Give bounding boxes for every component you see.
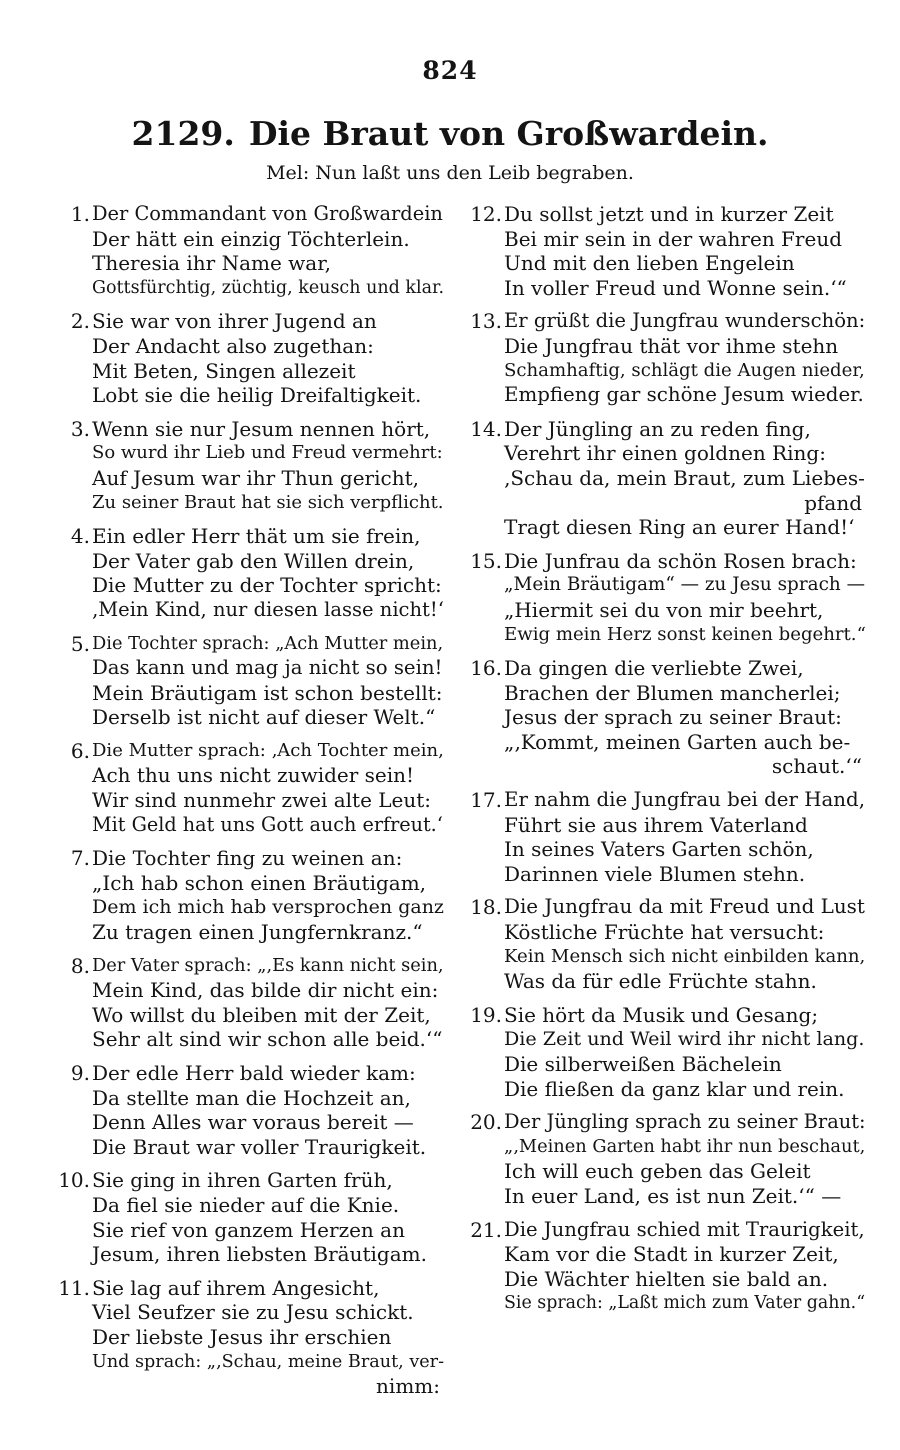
verse-line: Sie ging in ihren Garten früh, [92, 1168, 393, 1193]
stanza-20 [456, 1110, 866, 1208]
verse-line: In seines Vaters Garten schön, [504, 837, 814, 862]
verse-line: Sie lag auf ihrem Angesicht, [92, 1275, 380, 1300]
verse-line: Brachen der Blumen mancherlei; [504, 680, 841, 705]
stanza-4 [44, 524, 444, 622]
verse-line: Der hätt ein einzig Töchterlein. [92, 226, 410, 251]
stanza-number: 5. [70, 631, 90, 656]
verse-line: Auf Jesum war ihr Thun gericht, [92, 465, 419, 490]
stanza-5 [44, 632, 444, 730]
verse-line: In euer Land, es ist nun Zeit.‘“ — [504, 1183, 842, 1208]
verse-line: Sehr alt sind wir schon alle beid.‘“ [92, 1027, 443, 1052]
verse-line: Die Mutter sprach: ‚Ach Tochter mein, [92, 739, 444, 761]
verse-line: Theresia ihr Name war, [92, 251, 331, 276]
verse-line: Du sollst jetzt und in kurzer Zeit [504, 202, 834, 226]
verse-line: „Hiermit sei du von mir beehrt, [504, 597, 824, 622]
verse-line: Die Braut war voller Traurigkeit. [92, 1134, 427, 1159]
stanza-19 [456, 1003, 866, 1101]
verse-line: Tragt diesen Ring an eurer Hand!‘ [504, 515, 855, 540]
stanza-number: 10. [58, 1168, 90, 1193]
stanza-1 [44, 202, 444, 300]
verse-line: Führt sie aus ihrem Vaterland [504, 812, 808, 837]
verse-line: „Ich hab schon einen Bräutigam, [92, 870, 427, 895]
verse-line: Mit Beten, Singen allezeit [92, 358, 356, 383]
stanza-2 [44, 309, 444, 407]
verse-line: Der Jüngling an zu reden fing, [504, 416, 811, 441]
verse-line: Gottsfürchtig, züchtig, keusch und klar. [92, 277, 445, 298]
verse-line: Die fließen da ganz klar und rein. [504, 1076, 845, 1101]
stanza-number: 6. [70, 738, 90, 763]
verse-line: Ich will euch geben das Geleit [504, 1159, 811, 1184]
verse-line: Und mit den lieben Engelein [504, 251, 795, 276]
melody-note: Mel: Nun laßt uns den Leib begraben. [266, 162, 634, 184]
verse-line: Der Vater gab den Willen drein, [92, 548, 415, 573]
verse-line: Da fiel sie nieder auf die Knie. [92, 1192, 400, 1217]
stanza-number: 12. [470, 202, 502, 226]
stanza-9 [44, 1061, 444, 1159]
verse-line: Kam vor die Stadt in kurzer Zeit, [504, 1242, 839, 1267]
verse-line: Ewig mein Herz sonst keinen begehrt.“ [504, 623, 866, 645]
verse-line: Der Jüngling sprach zu seiner Braut: [504, 1110, 866, 1134]
stanza-number: 21. [470, 1217, 502, 1242]
stanza-number: 1. [70, 202, 90, 226]
verse-line: Der Andacht also zugethan: [92, 333, 374, 358]
page-number: 824 [422, 56, 478, 85]
verse-line: Darinnen viele Blumen stehn. [504, 861, 806, 886]
stanza-12 [456, 202, 866, 300]
stanza-number: 18. [470, 895, 502, 920]
stanza-number: 4. [70, 524, 90, 549]
verse-line: Ach thu uns nicht zuwider sein! [92, 763, 415, 788]
verse-line-continuation: schaut.‘“ [771, 754, 862, 779]
stanza-number: 15. [470, 548, 502, 573]
verse-line: Mein Bräutigam ist schon bestellt: [92, 680, 443, 705]
verse-line: Zu seiner Braut hat sie sich verpflicht. [92, 491, 444, 513]
verse-line: Was da für edle Früchte stahn. [504, 969, 817, 994]
stanza-number: 16. [470, 656, 502, 681]
song-number: 2129. [131, 114, 235, 153]
stanza-number: 13. [470, 309, 502, 334]
verse-line: Und sprach: „‚Schau, meine Braut, ver- [92, 1351, 445, 1372]
stanza-21 [456, 1218, 866, 1316]
stanza-18 [456, 895, 866, 993]
verse-line: Der liebste Jesus ihr erschien [92, 1324, 392, 1349]
stanza-16 [456, 656, 866, 779]
stanza-8 [44, 954, 444, 1052]
stanza-number: 3. [70, 416, 90, 441]
stanza-number: 8. [70, 953, 90, 978]
verse-line: Die Mutter zu der Tochter spricht: [92, 573, 442, 598]
stanza-number: 20. [470, 1110, 502, 1135]
stanza-number: 7. [70, 846, 90, 871]
stanza-13 [456, 309, 866, 407]
verse-line: Er grüßt die Jungfrau wunderschön: [504, 309, 866, 333]
verse-line-continuation: pfand [804, 490, 862, 515]
verse-line: Sie hört da Musik und Gesang; [504, 1002, 819, 1027]
verse-line: Denn Alles war voraus bereit — [92, 1110, 414, 1135]
verse-line: Da stellte man die Hochzeit an, [92, 1085, 411, 1110]
verse-line: Er nahm die Jungfrau bei der Hand, [504, 788, 865, 812]
stanza-3 [44, 417, 444, 515]
verse-line: Die Wächter hielten sie bald an. [504, 1266, 829, 1291]
verse-line: Wo willst du bleiben mit der Zeit, [92, 1002, 431, 1027]
stanza-15 [456, 549, 866, 647]
stanza-number: 11. [58, 1275, 90, 1300]
verse-line-continuation: nimm: [376, 1374, 440, 1399]
verse-line: Der Commandant von Großwardein [92, 202, 443, 225]
verse-line: „‚Meinen Garten habt ihr nun beschaut, [504, 1135, 866, 1157]
verse-line: „‚Kommt, meinen Garten auch be- [504, 729, 851, 754]
verse-line: Jesus der sprach zu seiner Braut: [504, 705, 842, 730]
verse-line: Köstliche Früchte hat versucht: [504, 920, 825, 945]
right-column [456, 202, 866, 1325]
stanza-number: 2. [70, 309, 90, 334]
verse-line: ‚Mein Kind, nur diesen lasse nicht!‘ [92, 597, 444, 621]
verse-line: Der edle Herr bald wieder kam: [92, 1061, 416, 1085]
verse-line: Sie rief von ganzem Herzen an [92, 1217, 405, 1242]
verse-line: Jesum, ihren liebsten Bräutigam. [92, 1242, 427, 1267]
verse-line: Die silberweißen Bächelein [504, 1052, 782, 1076]
song-title-text: Die Braut von Großwardein. [248, 114, 769, 153]
verse-line: Viel Seufzer sie zu Jesu schickt. [92, 1300, 414, 1325]
verse-line: Empfieng gar schöne Jesum wieder. [504, 383, 864, 407]
verse-line: Derselb ist nicht auf dieser Welt.“ [92, 705, 436, 730]
verse-line: Dem ich mich hab versprochen ganz [92, 896, 444, 919]
verse-line: In voller Freud und Wonne sein.‘“ [504, 275, 847, 300]
verse-line: Die Zeit und Weil wird ihr nicht lang. [504, 1027, 865, 1051]
verse-line: Lobt sie die heilig Dreifaltigkeit. [92, 383, 422, 408]
stanza-number: 19. [470, 1002, 502, 1027]
stanza-7 [44, 846, 444, 944]
verse-line: Mit Geld hat uns Gott auch erfreut.‘ [92, 812, 443, 836]
verse-line: ‚Schau da, mein Braut, zum Liebes- [504, 465, 865, 490]
verse-line: Die Tochter fing zu weinen an: [92, 846, 403, 871]
verse-line: Die Jungfrau da mit Freud und Lust [504, 895, 865, 919]
stanza-number: 14. [470, 416, 502, 441]
verse-line: Kein Mensch sich nicht einbilden kann, [504, 945, 866, 967]
stanza-number: 9. [70, 1061, 90, 1085]
verse-line: Bei mir sein in der wahren Freud [504, 226, 843, 251]
verse-line: Wir sind nunmehr zwei alte Leut: [92, 788, 432, 813]
verse-line: Das kann und mag ja nicht so sein! [92, 656, 443, 680]
verse-line: Die Tochter sprach: „Ach Mutter mein, [92, 632, 444, 654]
song-title [0, 114, 900, 153]
verse-line: So wurd ihr Lieb und Freud vermehrt: [92, 442, 443, 464]
verse-line: Die Junfrau da schön Rosen brach: [504, 548, 857, 573]
verse-line: Da gingen die verliebte Zwei, [504, 656, 804, 681]
verse-line: Mein Kind, das bilde dir nicht ein: [92, 978, 439, 1003]
left-column [44, 202, 444, 1408]
verse-line: Schamhaftig, schlägt die Augen nieder, [504, 359, 865, 381]
stanza-17 [456, 788, 866, 886]
verse-line: Wenn sie nur Jesum nennen hört, [92, 416, 431, 441]
stanza-6 [44, 739, 444, 837]
verse-line: Sie war von ihrer Jugend an [92, 309, 377, 334]
stanza-11 [44, 1276, 444, 1399]
verse-line: Ein edler Herr thät um sie frein, [92, 524, 421, 549]
verse-line: „Mein Bräutigam“ — zu Jesu sprach — [504, 574, 865, 596]
verse-line: Sie sprach: „Laßt mich zum Vater gahn.“ [504, 1293, 866, 1314]
verse-line: Die Jungfrau schied mit Traurigkeit, [504, 1217, 865, 1241]
verse-line: Der Vater sprach: „‚Es kann nicht sein, [92, 954, 444, 976]
stanza-14 [456, 417, 866, 540]
verse-line: Zu tragen einen Jungfernkranz.“ [92, 920, 423, 945]
stanza-number: 17. [470, 788, 502, 813]
verse-line: Verehrt ihr einen goldnen Ring: [504, 441, 826, 466]
stanza-10 [44, 1168, 444, 1266]
verse-line: Die Jungfrau thät vor ihme stehn [504, 333, 839, 358]
